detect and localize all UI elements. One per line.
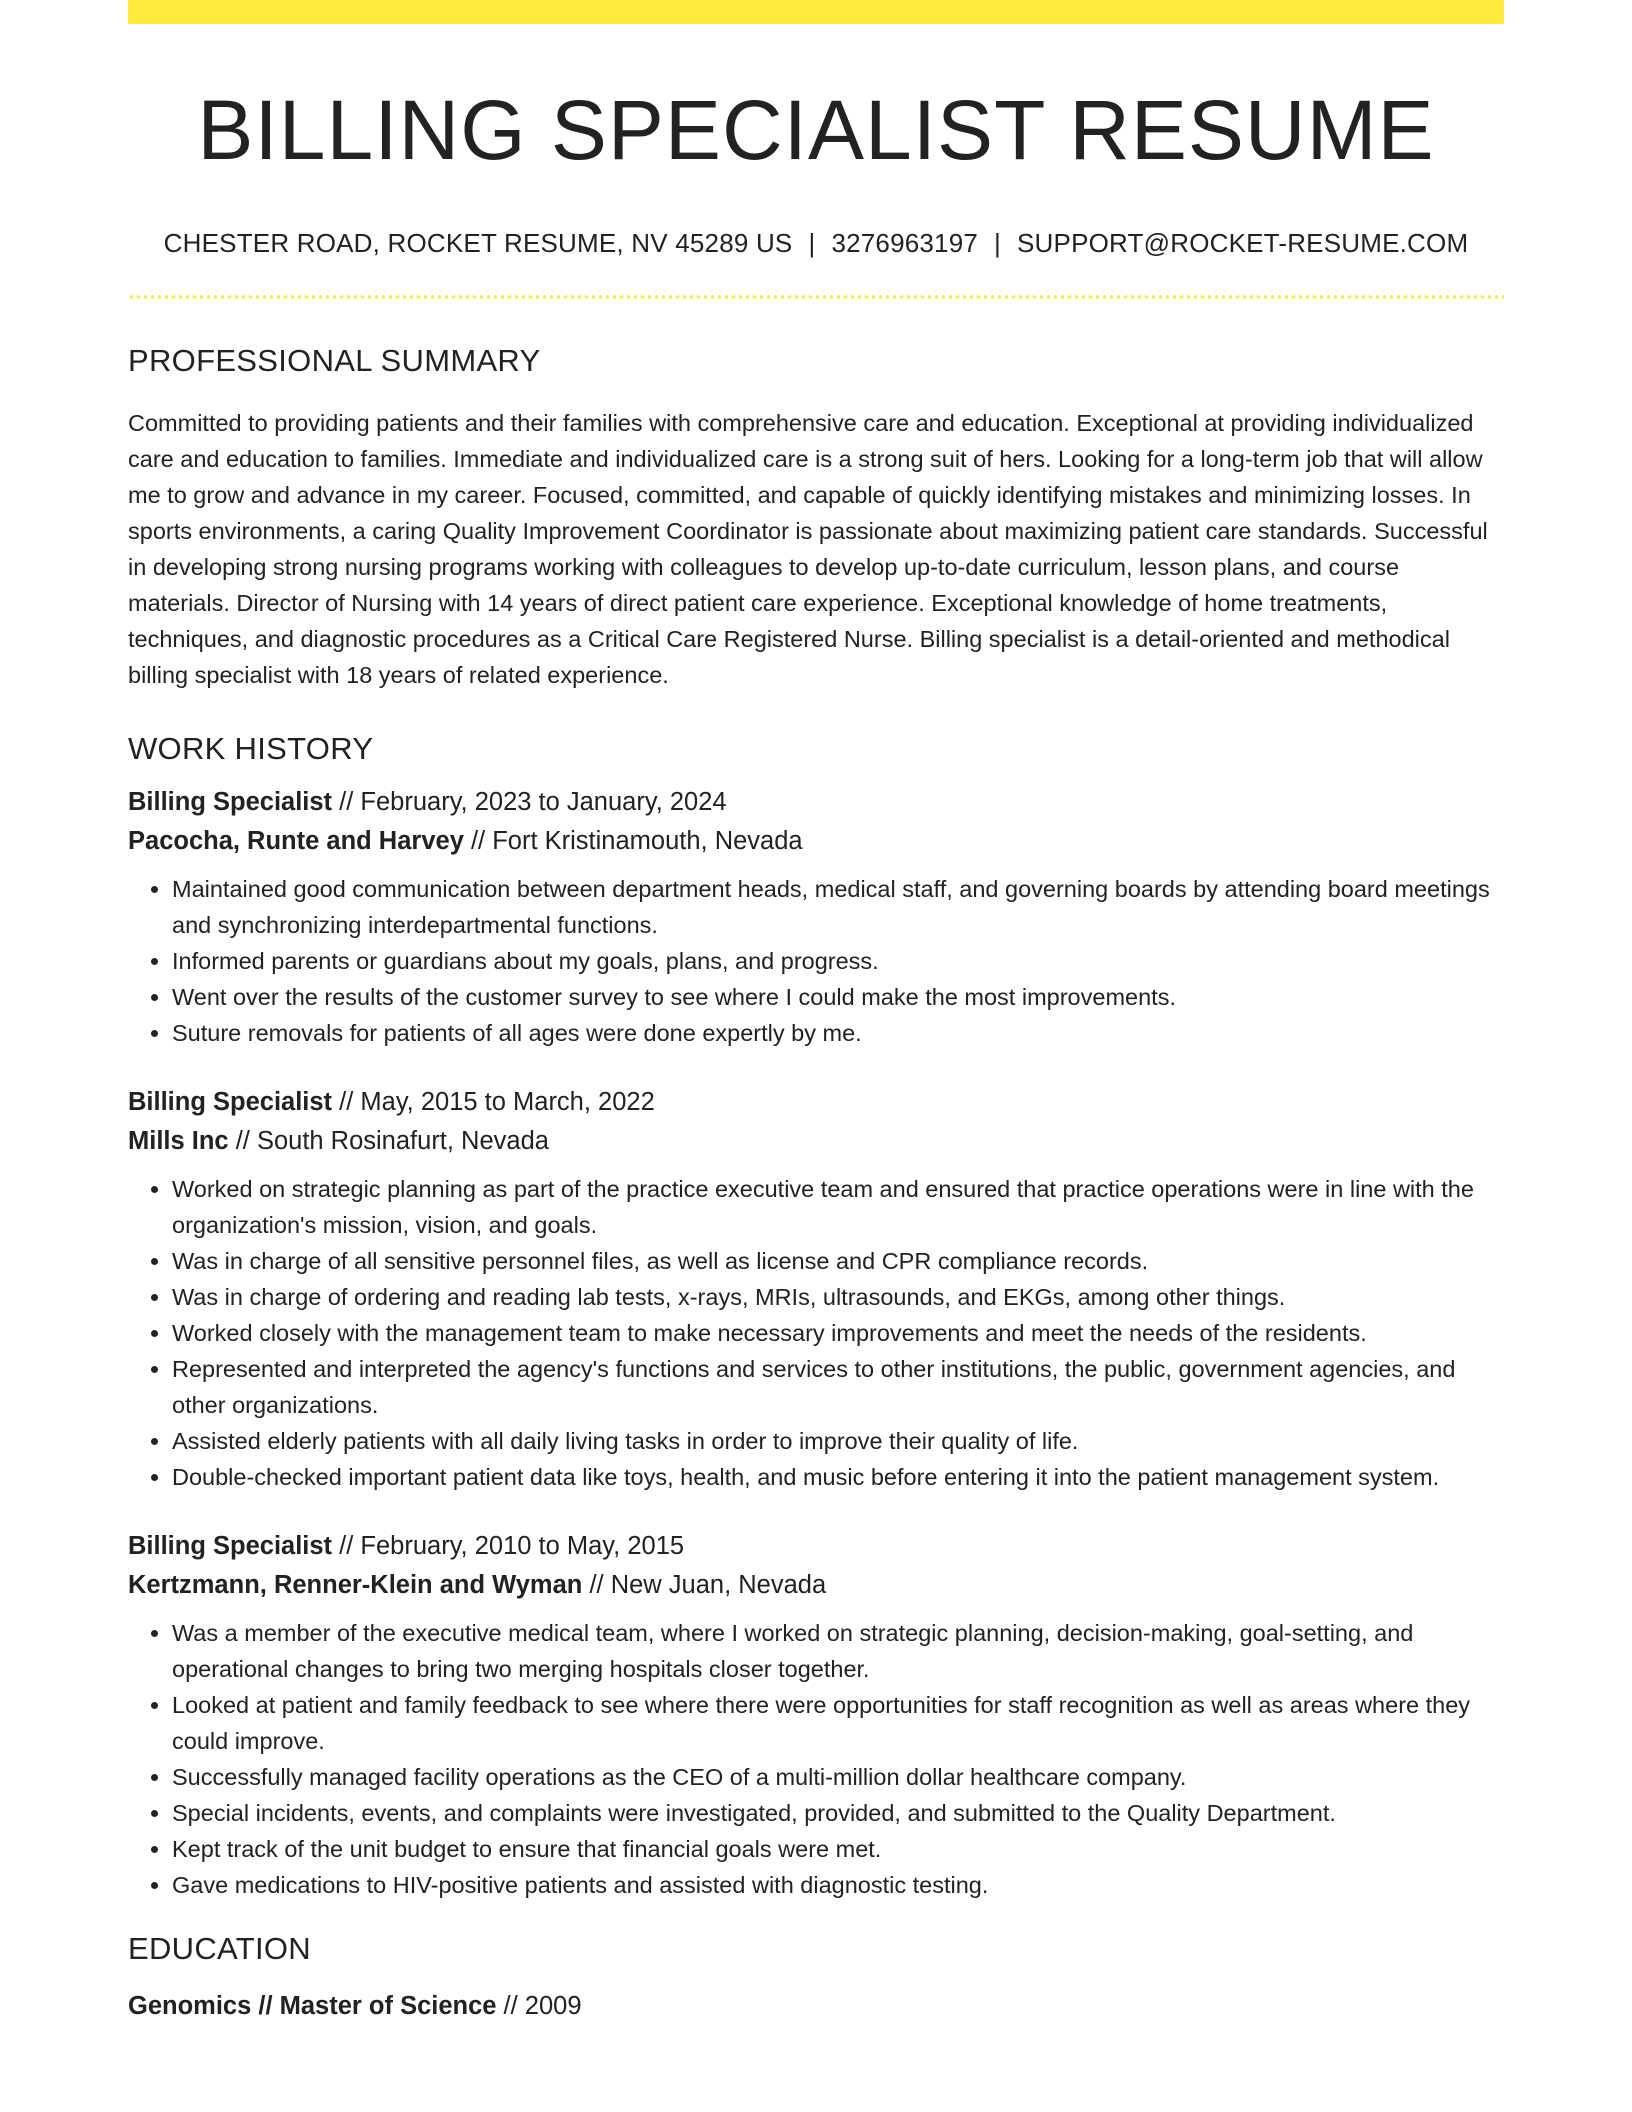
list-item: • Was a member of the executive medical team, where I worked on strategic planning, decision-making, goal-setting, and operational changes to bring two merging hospitals closer together. xyxy=(172,1615,1504,1687)
job-dates: // February, 2010 to May, 2015 xyxy=(332,1532,685,1561)
job-entry-2 xyxy=(128,1083,1504,1495)
summary-heading: PROFESSIONAL SUMMARY xyxy=(128,343,541,379)
job-bullets xyxy=(128,1171,1504,1495)
accent-top-bar xyxy=(128,0,1504,24)
summary-text: Committed to providing patients and their families with comprehensive care and education. Exceptional at providing individualized care and education to families. Immediate and individualized care is a strong suit of hers. Looking for a long-term job that will allow me to grow and advance in my career. Focused, committed, and capable of quickly identifying mistakes and minimizing losses. In sports environments, a caring Quality Improvement Coordinator is passionate about maximizing patient care standards. Successful in developing strong nursing programs working with colleagues to develop up-to-date curriculum, lesson plans, and course materials. Director of Nursing with 14 years of direct patient care experience. Exceptional knowledge of home treatments, techniques, and diagnostic procedures as a Critical Care Registered Nurse. Billing specialist is a detail-oriented and methodical billing specialist with 18 years of related experience. xyxy=(128,410,1488,689)
job-company-line xyxy=(128,1566,1504,1605)
page-title: BILLING SPECIALIST RESUME xyxy=(197,83,1435,177)
education-heading: EDUCATION xyxy=(128,1931,311,1967)
job-entry-1 xyxy=(128,783,1504,1051)
job-company: Mills Inc xyxy=(128,1127,229,1156)
dotted-divider xyxy=(128,295,1504,299)
job-company-line xyxy=(128,1122,1504,1161)
job-location: // South Rosinafurt, Nevada xyxy=(228,1127,549,1156)
job-title-line xyxy=(128,1527,1504,1566)
list-item: • Represented and interpreted the agency's functions and services to other institutions, the public, government agencies, and other organizations. xyxy=(172,1351,1504,1423)
list-item: • Worked closely with the management team to make necessary improvements and meet the needs of the residents. xyxy=(172,1315,1504,1351)
contact-separator: | xyxy=(808,228,816,259)
job-dates: // February, 2023 to January, 2024 xyxy=(332,788,727,817)
list-item: • Was in charge of all sensitive personnel files, as well as license and CPR compliance records. xyxy=(172,1243,1504,1279)
list-item: • Maintained good communication between department heads, medical staff, and governing boards by attending board meetings and synchronizing interdepartmental functions. xyxy=(172,871,1504,943)
job-location: // New Juan, Nevada xyxy=(582,1571,827,1600)
list-item: • Went over the results of the customer survey to see where I could make the most improvements. xyxy=(172,979,1504,1015)
job-company: Pacocha, Runte and Harvey xyxy=(128,827,464,856)
work-history-heading: WORK HISTORY xyxy=(128,731,374,767)
list-item: • Suture removals for patients of all ages were done expertly by me. xyxy=(172,1015,1504,1051)
list-item: • Double-checked important patient data like toys, health, and music before entering it into the patient management system. xyxy=(172,1459,1504,1495)
list-item: • Assisted elderly patients with all daily living tasks in order to improve their quality of life. xyxy=(172,1423,1504,1459)
job-title: Billing Specialist xyxy=(128,788,333,817)
job-entry-3 xyxy=(128,1527,1504,1903)
contact-separator: | xyxy=(994,228,1002,259)
job-dates: // May, 2015 to March, 2022 xyxy=(332,1088,655,1117)
list-item: • Special incidents, events, and complaints were investigated, provided, and submitted to the Quality Department. xyxy=(172,1795,1504,1831)
contact-email: SUPPORT@ROCKET-RESUME.COM xyxy=(1017,228,1469,259)
contact-line xyxy=(128,228,1504,259)
list-item: • Was in charge of ordering and reading lab tests, x-rays, MRIs, ultrasounds, and EKGs, among other things. xyxy=(172,1279,1504,1315)
education-year: // 2009 xyxy=(496,1992,582,2021)
list-item: • Informed parents or guardians about my goals, plans, and progress. xyxy=(172,943,1504,979)
education-entry xyxy=(128,1987,1504,2026)
list-item: • Successfully managed facility operations as the CEO of a multi-million dollar healthcare company. xyxy=(172,1759,1504,1795)
job-title-line xyxy=(128,783,1504,822)
education-degree: Genomics // Master of Science xyxy=(128,1992,497,2021)
job-bullets xyxy=(128,1615,1504,1903)
job-company-line xyxy=(128,822,1504,861)
list-item: • Worked on strategic planning as part of the practice executive team and ensured that practice operations were in line with the organization's mission, vision, and goals. xyxy=(172,1171,1504,1243)
resume-page xyxy=(128,0,1504,2026)
job-bullets xyxy=(128,871,1504,1051)
contact-phone: 3276963197 xyxy=(831,228,979,259)
job-company: Kertzmann, Renner-Klein and Wyman xyxy=(128,1571,583,1600)
list-item: • Gave medications to HIV-positive patients and assisted with diagnostic testing. xyxy=(172,1867,1504,1903)
job-title: Billing Specialist xyxy=(128,1088,333,1117)
job-title: Billing Specialist xyxy=(128,1532,333,1561)
contact-address: CHESTER ROAD, ROCKET RESUME, NV 45289 US xyxy=(163,228,793,259)
list-item: • Kept track of the unit budget to ensure that financial goals were met. xyxy=(172,1831,1504,1867)
list-item: • Looked at patient and family feedback to see where there were opportunities for staff recognition as well as areas where they could improve. xyxy=(172,1687,1504,1759)
job-location: // Fort Kristinamouth, Nevada xyxy=(463,827,803,856)
job-title-line xyxy=(128,1083,1504,1122)
